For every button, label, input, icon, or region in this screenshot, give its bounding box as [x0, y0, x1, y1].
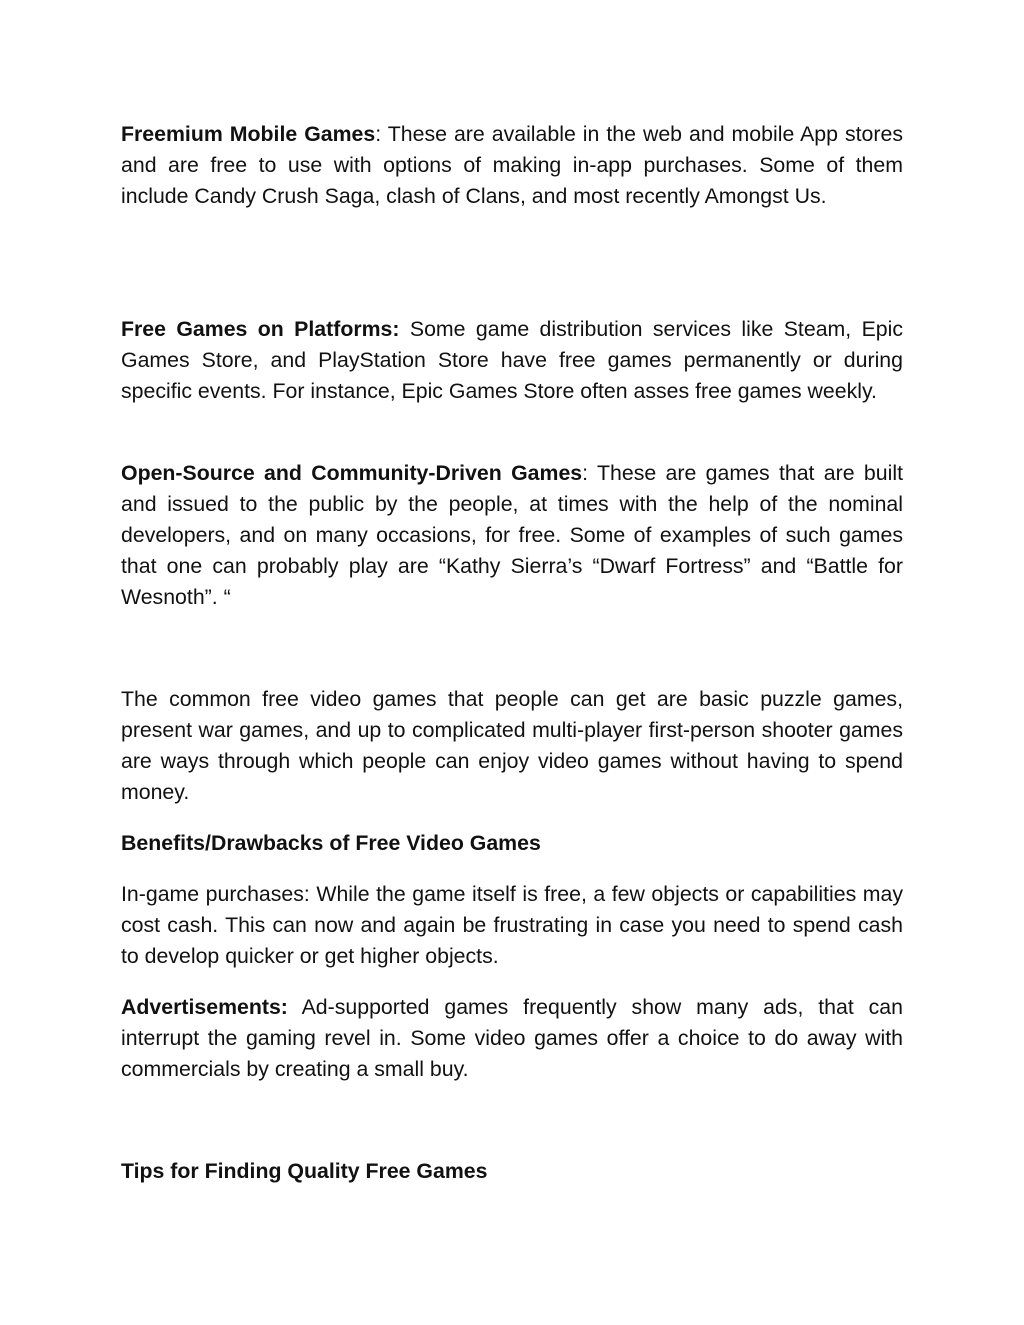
freemium-paragraph [121, 119, 903, 212]
tips-heading: Tips for Finding Quality Free Games [121, 1159, 488, 1183]
benefits-heading: Benefits/Drawbacks of Free Video Games [121, 831, 541, 855]
platforms-paragraph [121, 314, 903, 407]
open-source-paragraph [121, 458, 903, 613]
platforms-text: Some game distribution services like Steam, Epic Games Store, and PlayStation Store have free games permanently or during specific events. For instance, Epic Games Store often asses free games weekly. [121, 317, 904, 403]
platforms-term: Free Games on Platforms: [121, 317, 400, 341]
common-games-paragraph: The common free video games that people can get are basic puzzle games, present war games, and up to complicated multi-player first-person shooter games are ways through which people can enjoy video games without having to spend money. [121, 687, 903, 804]
in-game-purchases-paragraph: In-game purchases: While the game itself is free, a few objects or capabilities may cost cash. This can now and again be frustrating in case you need to spend cash to develop quicker or get higher objects. [121, 882, 903, 968]
open-source-term: Open-Source and Community-Driven Games [121, 461, 583, 485]
freemium-text: : These are available in the web and mobile App stores and are free to use with options of making in-app purchases. Some of them include Candy Crush Saga, clash of Clans, and most recently Amongst Us. [121, 122, 903, 208]
open-source-text: : These are games that are built and issued to the public by the people, at times with the help of the nominal developers, and on many occasions, for free. Some of examples of such games that one can probably play are “Kathy Sierra’s “Dwarf Fortress” and “Battle for Wesnoth”. “ [121, 461, 903, 609]
freemium-term: Freemium Mobile Games [121, 122, 376, 146]
advertisements-text: Ad-supported games frequently show many ads, that can interrupt the gaming revel in. Some video games offer a choice to do away with commercials by creating a small buy. [121, 995, 903, 1081]
advertisements-paragraph [121, 992, 903, 1085]
advertisements-term: Advertisements: [121, 995, 288, 1019]
